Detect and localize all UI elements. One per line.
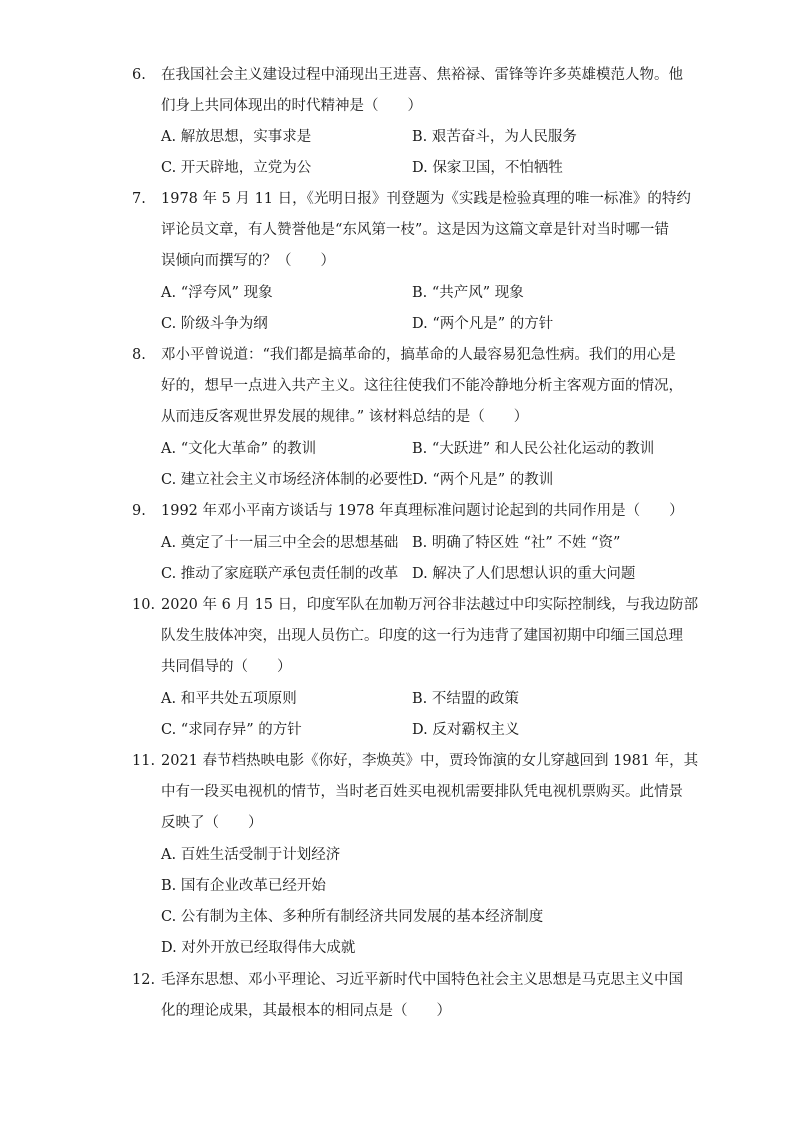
question-number: 6.: [132, 67, 146, 83]
option-b[interactable]: B. 不结盟的政策: [412, 691, 519, 707]
option-a[interactable]: A. 百姓生活受制于计划经济: [161, 847, 341, 863]
question-stem-line: 邓小平曾说道：“我们都是搞革命的，搞革命的人最容易犯急性病。我们的用心是: [161, 347, 676, 363]
question-stem-line: 反映了（ ）: [161, 815, 263, 831]
option-b[interactable]: B. 国有企业改革已经开始: [161, 878, 326, 894]
question-number: 10.: [132, 597, 156, 613]
option-b[interactable]: B. “大跃进” 和人民公社化运动的教训: [412, 441, 655, 457]
option-b[interactable]: B. “共产风” 现象: [412, 285, 524, 301]
question-stem-line: 在我国社会主义建设过程中涌现出王进喜、焦裕禄、雷锋等许多英雄模范人物。他: [161, 67, 683, 83]
option-c[interactable]: C. 公有制为主体、多种所有制经济共同发展的基本经济制度: [161, 909, 544, 925]
question-stem-line: 共同倡导的（ ）: [161, 659, 292, 675]
question-stem-line: 们身上共同体现出的时代精神是（ ）: [161, 98, 422, 114]
option-c[interactable]: C. “求同存异” 的方针: [161, 722, 302, 738]
option-c[interactable]: C. 推动了家庭联产承包责任制的改革: [161, 566, 399, 582]
question-number: 7.: [132, 191, 146, 207]
question-stem-line: 2021 春节档热映电影《你好，李焕英》中，贾玲饰演的女儿穿越回到 1981 年，其: [161, 753, 699, 769]
option-d[interactable]: D. “两个凡是” 的方针: [412, 316, 554, 332]
question-stem-line: 误倾向而撰写的？（ ）: [161, 253, 335, 269]
question-stem-line: 毛泽东思想、邓小平理论、习近平新时代中国特色社会主义思想是马克思主义中国: [161, 972, 683, 988]
question-stem-line: 2020 年 6 月 15 日，印度军队在加勒万河谷非法越过中印实际控制线，与我边防部: [161, 597, 699, 613]
option-d[interactable]: D. 解决了人们思想认识的重大问题: [412, 566, 636, 582]
question-number: 8.: [132, 347, 146, 363]
question-number: 9.: [132, 503, 146, 519]
option-a[interactable]: A. “文化大革命” 的教训: [161, 441, 317, 457]
option-d[interactable]: D. “两个凡是” 的教训: [412, 472, 554, 488]
option-d[interactable]: D. 保家卫国，不怕牺牲: [412, 160, 563, 176]
question-number: 12.: [132, 972, 156, 988]
option-d[interactable]: D. 反对霸权主义: [412, 722, 520, 738]
question-stem-line: 1992 年邓小平南方谈话与 1978 年真理标准问题讨论起到的共同作用是（ ）: [161, 503, 684, 519]
question-stem-line: 1978 年 5 月 11 日，《光明日报》刊登题为《实践是检验真理的唯一标准》的特约: [161, 191, 691, 207]
option-a[interactable]: A. 解放思想，实事求是: [161, 129, 312, 145]
option-c[interactable]: C. 建立社会主义市场经济体制的必要性: [161, 472, 413, 488]
question-stem-line: 队发生肢体冲突，出现人员伤亡。印度的这一行为违背了建国初期中印缅三国总理: [161, 628, 683, 644]
option-c[interactable]: C. 阶级斗争为纲: [161, 316, 268, 332]
question-stem-line: 化的理论成果，其最根本的相同点是（ ）: [161, 1003, 451, 1019]
question-stem-line: 中有一段买电视机的情节，当时老百姓买电视机需要排队凭电视机票购买。此情景: [161, 784, 683, 800]
option-a[interactable]: A. 和平共处五项原则: [161, 691, 297, 707]
option-c[interactable]: C. 开天辟地，立党为公: [161, 160, 312, 176]
question-stem-line: 好的，想早一点进入共产主义。这往往使我们不能冷静地分析主客观方面的情况，: [161, 378, 683, 394]
option-d[interactable]: D. 对外开放已经取得伟大成就: [161, 940, 356, 956]
option-a[interactable]: A. 奠定了十一届三中全会的思想基础: [161, 535, 399, 551]
question-stem-line: 评论员文章，有人赞誉他是“东风第一枝”。这是因为这篇文章是针对当时哪一错: [161, 222, 669, 238]
question-number: 11.: [132, 753, 156, 769]
question-stem-line: 从而违反客观世界发展的规律。” 该材料总结的是（ ）: [161, 409, 529, 425]
option-b[interactable]: B. 艰苦奋斗，为人民服务: [412, 129, 577, 145]
option-b[interactable]: B. 明确了特区姓 “社” 不姓 “资”: [412, 535, 621, 551]
option-a[interactable]: A. “浮夸风” 现象: [161, 285, 273, 301]
